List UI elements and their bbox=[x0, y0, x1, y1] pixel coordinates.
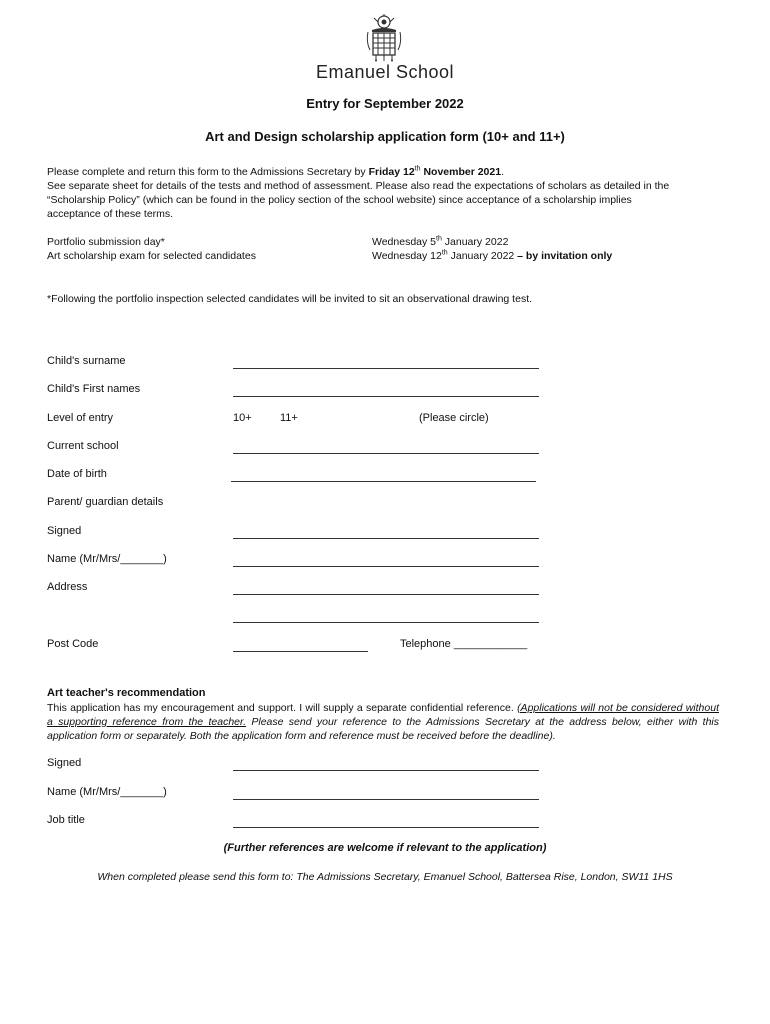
job-title-label: Job title bbox=[47, 814, 85, 826]
recommendation-required-note: (Applications will not be considered without a supporting reference from the teacher. bbox=[47, 702, 719, 728]
entry-title: Entry for September 2022 bbox=[306, 96, 464, 111]
portfolio-date-pre: Wednesday 5 bbox=[372, 236, 437, 248]
school-name: Emanuel School bbox=[315, 62, 455, 82]
level-note: (Please circle) bbox=[419, 412, 489, 424]
intro-line1-pre: Please complete and return this form to the Admissions Secretary by bbox=[47, 166, 369, 178]
signed-label: Signed bbox=[47, 525, 82, 537]
intro-deadline-sup: th bbox=[414, 165, 421, 173]
telephone-label[interactable]: Telephone ____________ bbox=[400, 638, 528, 650]
further-references-note: (Further references are welcome if relevant to the application) bbox=[223, 842, 547, 854]
postcode-label: Post Code bbox=[47, 638, 99, 650]
intro-paragraph bbox=[47, 165, 687, 221]
recommendation-instructions: Please send your reference to the Admissions Secretary at the address below, either with this application form or separately. Both the application form and reference must be received before the deadline). bbox=[47, 716, 719, 742]
signed-field[interactable] bbox=[233, 538, 539, 539]
exam-invitation-note: – by invitation only bbox=[517, 250, 613, 262]
current-school-field[interactable] bbox=[233, 453, 539, 454]
address-label: Address bbox=[47, 581, 88, 593]
exam-label: Art scholarship exam for selected candidates bbox=[47, 250, 256, 262]
postcode-field[interactable] bbox=[233, 651, 368, 652]
level-of-entry-label: Level of entry bbox=[47, 412, 114, 424]
dob-label: Date of birth bbox=[47, 468, 107, 480]
footnote: *Following the portfolio inspection selected candidates will be invited to sit an observational drawing test. bbox=[47, 293, 533, 305]
recommendation-text: This application has my encouragement and support. I will supply a separate confidential reference. bbox=[47, 702, 518, 714]
teacher-signed-field[interactable] bbox=[233, 770, 539, 771]
intro-line1-post: . bbox=[501, 166, 504, 178]
closing-instructions: When completed please send this form to: The Admissions Secretary, Emanuel School, Battersea Rise, London, SW11 1HS bbox=[97, 871, 673, 883]
parent-name-field[interactable] bbox=[233, 566, 539, 567]
portfolio-date bbox=[372, 236, 508, 248]
job-title-field[interactable] bbox=[233, 827, 539, 828]
first-names-field[interactable] bbox=[233, 396, 539, 397]
parent-details-label: Parent/ guardian details bbox=[47, 496, 164, 508]
form-title: Art and Design scholarship application form (10+ and 11+) bbox=[205, 129, 565, 144]
address-field-line2[interactable] bbox=[233, 622, 539, 623]
exam-date-sup: th bbox=[441, 249, 448, 257]
portfolio-date-post: January 2022 bbox=[441, 236, 509, 248]
intro-line2: See separate sheet for details of the tests and method of assessment. Please also read the expectations of scholars as detailed in the “Scholarship Policy” (which can be found in the policy section of the school website) since acceptance of a scholarship implies acceptance of these terms. bbox=[47, 180, 670, 220]
school-crest-icon bbox=[364, 14, 404, 62]
address-field-line1[interactable] bbox=[233, 594, 539, 595]
current-school-label: Current school bbox=[47, 440, 119, 452]
teacher-signed-label: Signed bbox=[47, 757, 82, 769]
exam-date-post: January 2022 bbox=[447, 250, 518, 262]
dob-field[interactable] bbox=[231, 481, 536, 482]
recommendation-heading: Art teacher's recommendation bbox=[47, 687, 206, 699]
portfolio-label: Portfolio submission day* bbox=[47, 236, 165, 248]
exam-date-pre: Wednesday 12 bbox=[372, 250, 442, 262]
recommendation-paragraph bbox=[47, 701, 719, 743]
teacher-name-label: Name (Mr/Mrs/_______) bbox=[47, 786, 167, 798]
intro-deadline-bold1: Friday 12 bbox=[368, 166, 415, 178]
level-option-11[interactable]: 11+ bbox=[280, 412, 298, 424]
level-option-10[interactable]: 10+ bbox=[233, 412, 252, 424]
exam-date bbox=[372, 250, 612, 262]
teacher-name-field[interactable] bbox=[233, 799, 539, 800]
surname-field[interactable] bbox=[233, 368, 539, 369]
portfolio-date-sup: th bbox=[436, 235, 442, 243]
parent-name-label: Name (Mr/Mrs/_______) bbox=[47, 553, 167, 565]
surname-label: Child's surname bbox=[47, 355, 126, 367]
first-names-label: Child's First names bbox=[47, 383, 141, 395]
intro-deadline-bold2: November 2021 bbox=[420, 166, 502, 178]
